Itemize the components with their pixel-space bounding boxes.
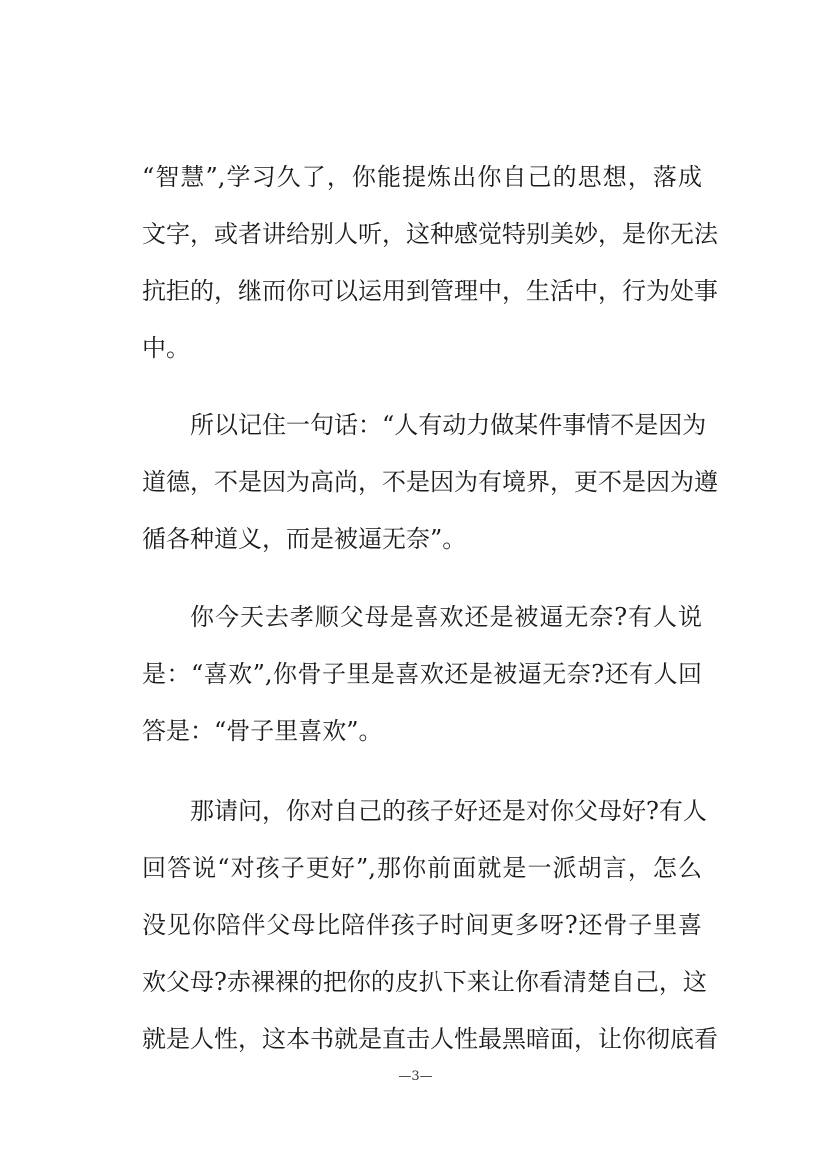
text-line: 文字，或者讲给别人听，这种感觉特别美妙，是你无法 [142, 220, 718, 248]
text-line: 就是人性，这本书就是直击人性最黑暗面，让你彻底看 [142, 1025, 718, 1053]
text-line: 中。 [142, 334, 190, 362]
text-line: 道德，不是因为高尚，不是因为有境界，更不是因为遵 [142, 468, 718, 496]
paragraph-3 [142, 589, 702, 760]
text-line: 没见你陪伴父母比陪伴孩子时间更多呀?还骨子里喜 [142, 911, 702, 939]
paragraph-4 [142, 783, 718, 1068]
text-line: 你今天去孝顺父母是喜欢还是被逼无奈?有人说 [190, 603, 702, 631]
text-line: 答是：“骨子里喜欢”。 [142, 717, 383, 745]
text-line: 所以记住一句话：“人有动力做某件事情不是因为 [190, 411, 707, 439]
paragraph-2 [142, 397, 718, 568]
text-line: 那请问，你对自己的孩子好还是对你父母好?有人 [190, 797, 707, 825]
page-number: —3— [398, 1069, 433, 1084]
text-line: “智慧”,学习久了，你能提炼出你自己的思想，落成 [142, 163, 702, 191]
text-line: 是：“喜欢”,你骨子里是喜欢还是被逼无奈?还有人回 [142, 660, 702, 688]
text-line: 抗拒的，继而你可以运用到管理中，生活中，行为处事 [142, 277, 718, 305]
paragraph-1 [142, 149, 718, 377]
text-line: 循各种道义，而是被逼无奈”。 [142, 525, 467, 553]
text-line: 回答说“对孩子更好”,那你前面就是一派胡言，怎么 [142, 854, 702, 882]
text-line: 欢父母?赤裸裸的把你的皮扒下来让你看清楚自己，这 [142, 968, 707, 996]
